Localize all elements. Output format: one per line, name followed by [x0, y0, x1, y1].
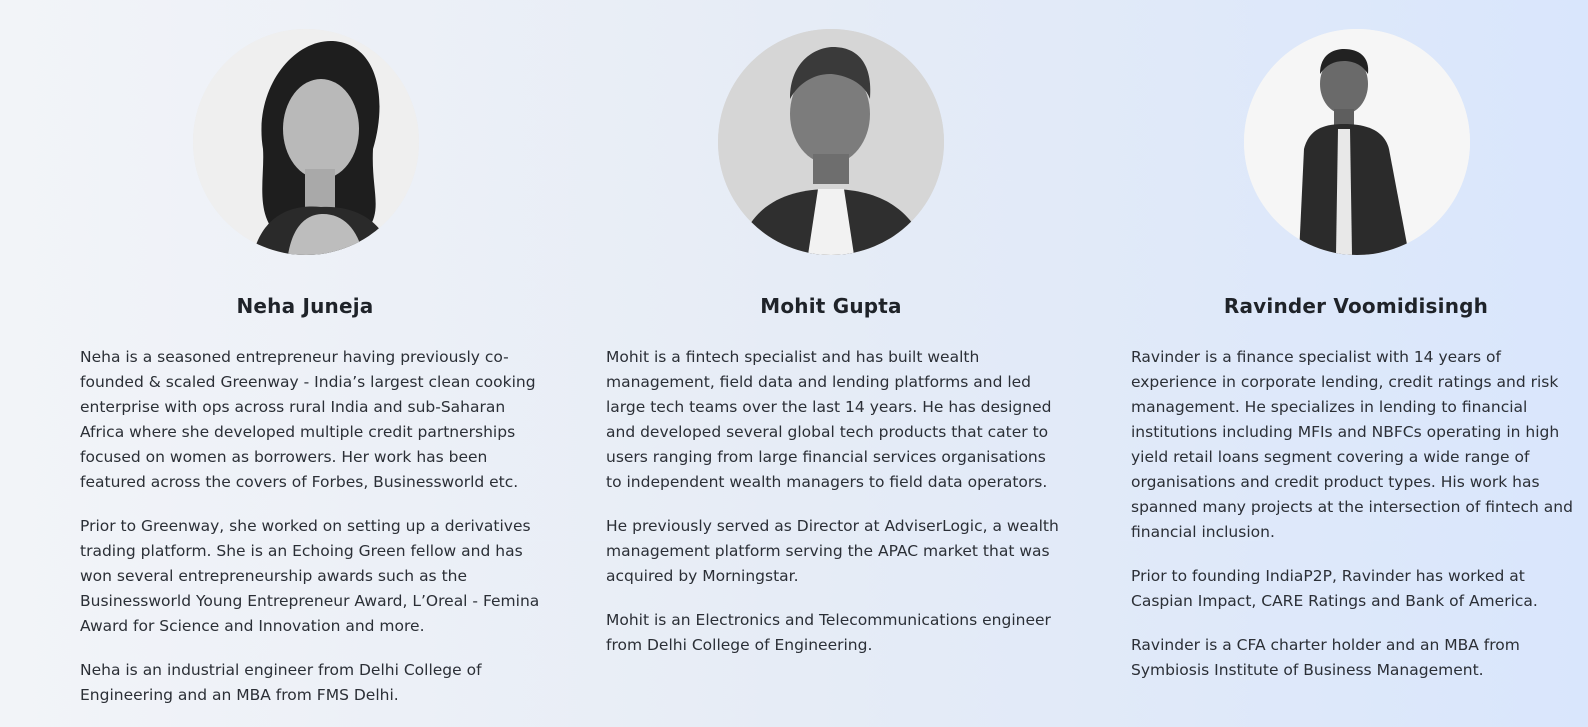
member-bio	[80, 345, 540, 727]
member-name: Mohit Gupta	[760, 294, 902, 318]
bio-paragraph: Prior to founding IndiaP2P, Ravinder has worked at Caspian Impact, CARE Ratings and Bank of America.	[1131, 567, 1538, 610]
bio-paragraph: Ravinder is a CFA charter holder and an MBA from Symbiosis Institute of Business Management.	[1131, 636, 1520, 679]
bio-paragraph: Neha is a seasoned entrepreneur having previously co-founded & scaled Greenway - India’s largest clean cooking enterprise with ops across rural India and sub-Saharan Africa where she developed multiple credit partnerships focused on women as borrowers. Her work has been featured across the covers of Forbes, Businessworld etc.	[80, 348, 536, 491]
member-photo	[193, 29, 419, 255]
bio-paragraph: Mohit is an Electronics and Telecommunications engineer from Delhi College of Engineering.	[606, 611, 1051, 654]
member-name: Neha Juneja	[236, 294, 374, 318]
bio-paragraph: Ravinder is a finance specialist with 14 years of experience in corporate lending, credit ratings and risk management. He specializes in lending to financial institutions including MFIs and NBFCs operating in high yield retail loans segment covering a wide range of organisations and credit product types. His work has spanned many projects at the intersection of fintech and financial inclusion.	[1131, 348, 1573, 541]
member-photo	[1244, 29, 1470, 255]
portrait-image	[193, 29, 419, 255]
member-bio	[606, 345, 1066, 677]
bio-paragraph: Mohit is a fintech specialist and has built wealth management, field data and lending platforms and led large tech teams over the last 14 years. He has designed and developed several global tech products that cater to users ranging from large financial services organisations to independent wealth managers to field data operators.	[606, 348, 1052, 491]
portrait-image	[718, 29, 944, 255]
bio-paragraph: Neha is an industrial engineer from Delhi College of Engineering and an MBA from FMS Delhi.	[80, 661, 482, 704]
portrait-image	[1244, 29, 1470, 255]
member-name: Ravinder Voomidisingh	[1223, 294, 1489, 318]
bio-paragraph: Prior to Greenway, she worked on setting up a derivatives trading platform. She is an Echoing Green fellow and has won several entrepreneurship awards such as the Businessworld Young Entrepreneur Award, L’Oreal - Femina Award for Science and Innovation and more.	[80, 517, 540, 635]
bio-paragraph: He previously served as Director at AdviserLogic, a wealth management platform serving the APAC market that was acquired by Morningstar.	[606, 517, 1059, 585]
member-bio	[1131, 345, 1588, 702]
member-photo	[718, 29, 944, 255]
